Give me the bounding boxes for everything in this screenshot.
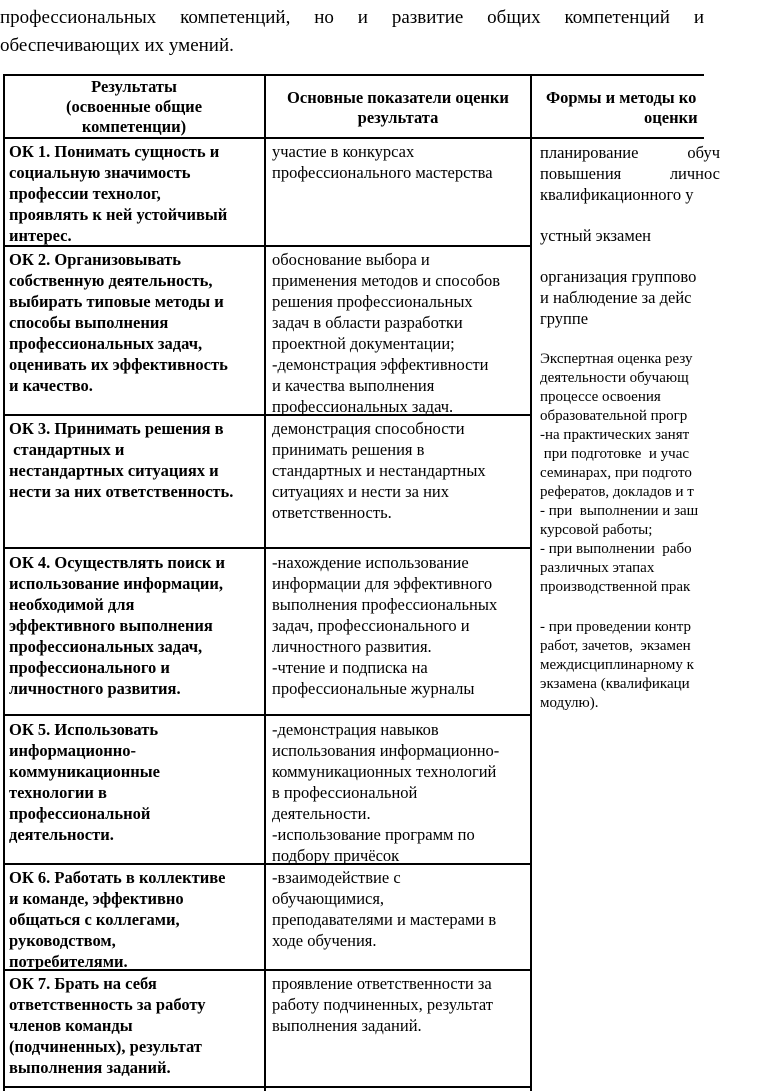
table-border-left xyxy=(3,75,5,1091)
cell-line: при подготовке и учас xyxy=(540,446,690,462)
cell-line: -нахождение использование xyxy=(272,553,469,572)
cell-line: Экспертная оценка резу xyxy=(540,351,693,367)
indicator-cell xyxy=(272,141,528,183)
cell-line: руководством, xyxy=(9,931,116,950)
intro-line-2: обеспечивающих их умений. xyxy=(0,35,234,56)
header-text: Результаты xyxy=(91,77,177,96)
row-divider xyxy=(3,547,532,549)
competence-cell xyxy=(9,141,261,246)
table-border-bottom xyxy=(3,1086,532,1088)
competence-cell xyxy=(9,973,261,1078)
methods-paragraph-4 xyxy=(540,350,698,597)
cell-line: профессиональных задач, xyxy=(9,637,203,656)
cell-line: профессиональной xyxy=(9,804,151,823)
cell-word: обуч xyxy=(687,143,720,162)
cell-line: и качество. xyxy=(9,376,93,395)
cell-line: использования информационно- xyxy=(272,741,500,760)
cell-line: и качества выполнения xyxy=(272,376,435,395)
cell-line: производственной прак xyxy=(540,579,691,595)
cell-line: информационно- xyxy=(9,741,137,760)
cell-line: -на практических занят xyxy=(540,427,690,443)
cell-line xyxy=(540,163,720,184)
cell-line: профессии технолог, xyxy=(9,184,161,203)
header-text: компетенции) xyxy=(81,117,187,136)
cell-line: обучающимися, xyxy=(272,889,385,908)
header-results xyxy=(6,77,262,137)
cell-line: курсовой работы; xyxy=(540,522,653,538)
cell-line: семинарах, при подгото xyxy=(540,465,692,481)
cell-line: подбору причёсок xyxy=(272,846,400,865)
cell-line: обоснование выбора и xyxy=(272,250,430,269)
methods-paragraph-2: устный экзамен xyxy=(540,226,651,245)
cell-line: -демонстрация эффективности xyxy=(272,355,489,374)
cell-word: планирование xyxy=(540,143,639,162)
cell-line: ситуациях и нести за них xyxy=(272,482,450,501)
header-text: результата xyxy=(357,108,439,127)
cell-line: (подчиненных), результат xyxy=(9,1037,202,1056)
cell-line: деятельности. xyxy=(9,825,114,844)
competence-cell xyxy=(9,418,263,502)
competence-cell xyxy=(9,249,261,396)
cell-line: образовательной прогр xyxy=(540,408,688,424)
intro-word: профессиональных xyxy=(0,7,157,28)
header-text: (освоенные общие xyxy=(65,97,203,116)
cell-line: собственную деятельность, xyxy=(9,271,213,290)
cell-line: использование информации, xyxy=(9,574,223,593)
intro-word: общих xyxy=(487,7,541,28)
cell-line: организация группово xyxy=(540,267,697,286)
cell-line: - при выполнении рабо xyxy=(540,541,692,557)
cell-line: принимать решения в xyxy=(272,440,425,459)
cell-line: выбирать типовые методы и xyxy=(9,292,224,311)
cell-line: решения профессиональных xyxy=(272,292,473,311)
header-text: Основные показатели оценки xyxy=(287,88,509,107)
cell-line: модулю). xyxy=(540,695,599,711)
intro-word: развитие xyxy=(391,7,464,28)
cell-line: профессионального мастерства xyxy=(272,163,493,182)
cell-line: деятельности. xyxy=(272,804,371,823)
cell-line: междисциплинарному к xyxy=(540,657,694,673)
cell-line: способы выполнения xyxy=(9,313,169,332)
cell-line: коммуникационных технологий xyxy=(272,762,497,781)
cell-line: группе xyxy=(540,309,589,328)
cell-line: личностного развития. xyxy=(9,679,181,698)
cell-line: ходе обучения. xyxy=(272,931,377,950)
cell-line: ОК 7. Брать на себя xyxy=(9,974,157,993)
cell-line: рефератов, докладов и т xyxy=(540,484,694,500)
cell-line: общаться с коллегами, xyxy=(9,910,180,929)
cell-line: нести за них ответственность. xyxy=(9,482,234,501)
cell-line: -демонстрация навыков xyxy=(272,720,439,739)
cell-line: оценивать их эффективность xyxy=(9,355,228,374)
column-divider xyxy=(530,75,532,1091)
header-text: оценки xyxy=(644,108,698,127)
cell-line: коммуникационные xyxy=(9,762,160,781)
cell-line: экзамена (квалификаци xyxy=(540,676,690,692)
intro-word: и xyxy=(357,7,368,28)
cell-line: стандартных и xyxy=(9,440,125,459)
cell-line: работу подчиненных, результат xyxy=(272,995,494,1014)
competence-cell xyxy=(9,552,261,699)
cell-line: деятельности обучающ xyxy=(540,370,689,386)
cell-line: - при проведении контр xyxy=(540,619,691,635)
cell-line: проявлять к ней устойчивый xyxy=(9,205,228,224)
cell-line: квалификационного у xyxy=(540,185,694,204)
cell-line: процессе освоения xyxy=(540,389,661,405)
methods-paragraph-1 xyxy=(540,142,720,205)
cell-line: ОК 3. Принимать решения в xyxy=(9,419,224,438)
cell-line: работ, зачетов, экзамен xyxy=(540,638,691,654)
indicator-cell xyxy=(272,867,528,951)
cell-line: участие в конкурсах xyxy=(272,142,415,161)
cell-line: технологии в xyxy=(9,783,107,802)
cell-line: ОК 2. Организовывать xyxy=(9,250,181,269)
cell-line: задач в области разработки xyxy=(272,313,463,332)
cell-line: проявление ответственности за xyxy=(272,974,492,993)
indicator-cell xyxy=(272,418,528,523)
competence-cell xyxy=(9,719,261,845)
cell-line: информации для эффективного xyxy=(272,574,493,593)
cell-line xyxy=(540,142,720,163)
cell-line: применения методов и способов xyxy=(272,271,501,290)
cell-line: профессиональные журналы xyxy=(272,679,475,698)
methods-paragraph-3 xyxy=(540,266,696,329)
cell-line: ОК 5. Использовать xyxy=(9,720,159,739)
cell-line: необходимой для xyxy=(9,595,135,614)
cell-line: -чтение и подписка на xyxy=(272,658,428,677)
cell-word: личнос xyxy=(669,164,720,183)
cell-line: ответственность. xyxy=(272,503,392,522)
header-text: Формы и методы ко xyxy=(546,88,697,107)
intro-word: и xyxy=(693,7,704,28)
header-methods xyxy=(540,88,780,128)
cell-line: интерес. xyxy=(9,226,72,245)
cell-line: -взаимодействие с xyxy=(272,868,401,887)
cell-line: ОК 6. Работать в коллективе xyxy=(9,868,226,887)
header-divider xyxy=(3,137,704,139)
cell-line: выполнения заданий. xyxy=(272,1016,422,1035)
indicator-cell xyxy=(272,249,528,417)
cell-line: профессиональных задач, xyxy=(9,334,203,353)
header-indicators xyxy=(268,88,528,128)
cell-line: демонстрация способности xyxy=(272,419,465,438)
indicator-cell xyxy=(272,552,528,699)
cell-line: -использование программ по xyxy=(272,825,475,844)
indicator-cell xyxy=(272,719,530,866)
column-divider xyxy=(264,75,266,1091)
cell-line: задач, профессионального и xyxy=(272,616,470,635)
intro-word: но xyxy=(314,7,334,28)
table-border-top xyxy=(3,74,704,76)
cell-line: профессиональных задач. xyxy=(272,397,454,416)
cell-line: профессионального и xyxy=(9,658,170,677)
competence-cell xyxy=(9,867,263,972)
cell-line: и наблюдение за дейс xyxy=(540,288,692,307)
cell-line: личностного развития. xyxy=(272,637,432,656)
methods-paragraph-5 xyxy=(540,618,694,713)
cell-line: эффективного выполнения xyxy=(9,616,213,635)
cell-line: нестандартных ситуациях и xyxy=(9,461,219,480)
cell-line: ответственность за работу xyxy=(9,995,206,1014)
cell-line: - при выполнении и заш xyxy=(540,503,699,519)
cell-line: стандартных и нестандартных xyxy=(272,461,486,480)
cell-line: ОК 4. Осуществлять поиск и xyxy=(9,553,226,572)
cell-line: различных этапах xyxy=(540,560,655,576)
cell-line: выполнения заданий. xyxy=(9,1058,171,1077)
indicator-cell xyxy=(272,973,528,1036)
cell-line: и команде, эффективно xyxy=(9,889,184,908)
intro-word: компетенций, xyxy=(180,7,291,28)
cell-line: социальную значимость xyxy=(9,163,191,182)
cell-line: преподавателями и мастерами в xyxy=(272,910,497,929)
cell-line: проектной документации; xyxy=(272,334,455,353)
intro-word: компетенций xyxy=(564,7,670,28)
cell-line: членов команды xyxy=(9,1016,133,1035)
cell-word: повышения xyxy=(540,164,622,183)
cell-line: потребителями. xyxy=(9,952,128,971)
cell-line: ОК 1. Понимать сущность и xyxy=(9,142,220,161)
cell-line: в профессиональной xyxy=(272,783,418,802)
row-divider xyxy=(3,714,532,716)
cell-line: выполнения профессиональных xyxy=(272,595,498,614)
